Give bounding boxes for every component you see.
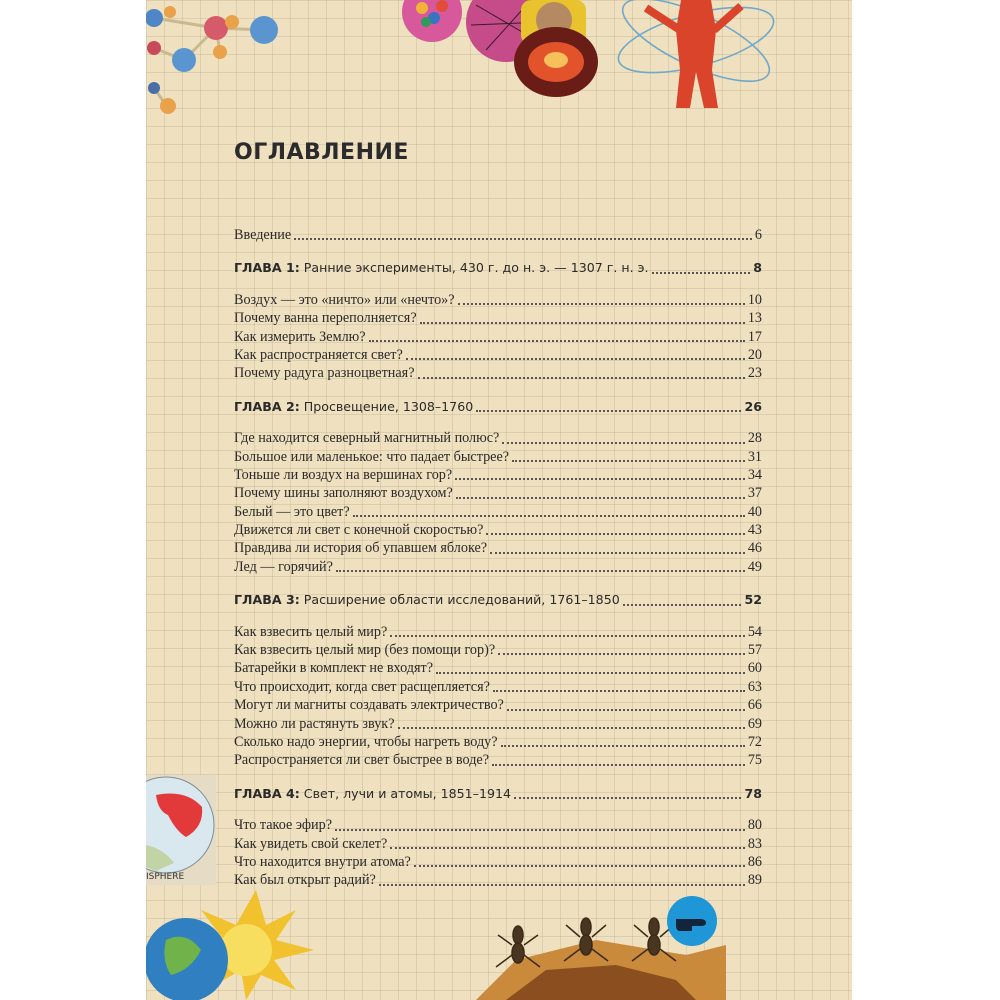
- toc-chapter-4[interactable]: [234, 785, 762, 803]
- toc-entry[interactable]: [234, 835, 762, 853]
- table-of-contents: [234, 226, 762, 890]
- toc-entry-page: 83: [747, 835, 762, 852]
- toc-entry-label: Введение: [234, 227, 292, 243]
- chapter-prefix: ГЛАВА 4:: [234, 785, 300, 801]
- dot-leader: [418, 376, 745, 379]
- toc-entry-page: 78: [744, 785, 762, 801]
- chapter-prefix: ГЛАВА 2:: [234, 398, 300, 414]
- dot-leader: [436, 671, 745, 674]
- dot-leader: [420, 321, 745, 324]
- toc-entry-page: 52: [744, 592, 762, 608]
- toc-heading: ОГЛАВЛЕНИЕ: [234, 140, 409, 165]
- toc-entry[interactable]: [234, 503, 762, 521]
- toc-entry-page: 31: [747, 448, 762, 465]
- dot-leader: [458, 302, 745, 305]
- toc-entry-label: Как взвесить целый мир (без помощи гор)?: [234, 642, 496, 659]
- dot-leader: [486, 532, 744, 535]
- dot-leader: [353, 514, 745, 517]
- chapter-title: Просвещение, 1308–1760: [303, 398, 474, 414]
- pointing-hand-icon: [666, 895, 718, 947]
- toc-entry-page: 13: [747, 310, 762, 327]
- toc-entry-page: 75: [747, 752, 762, 769]
- toc-entry-page: 34: [747, 466, 762, 483]
- chapter-title: Ранние эксперименты, 430 г. до н. э. — 1307 г. н. э.: [303, 260, 649, 276]
- toc-entry-label: Что такое эфир?: [234, 817, 333, 834]
- toc-entry-page: 49: [747, 558, 762, 575]
- dot-leader: [390, 634, 745, 637]
- toc-entry-page: 20: [747, 346, 762, 363]
- dot-leader: [369, 339, 745, 342]
- chapter-prefix: ГЛАВА 3:: [234, 592, 300, 608]
- toc-entry-label: Тоньше ли воздух на вершинах гор?: [234, 466, 453, 483]
- toc-entry-page: 46: [747, 540, 762, 557]
- dot-leader: [623, 603, 742, 606]
- toc-entry-label: Белый — это цвет?: [234, 503, 350, 520]
- dot-leader: [390, 846, 745, 849]
- dot-leader: [514, 796, 741, 799]
- toc-entry-page: 80: [747, 817, 762, 834]
- toc-entry-label: Как увидеть свой скелет?: [234, 835, 388, 852]
- toc-entry[interactable]: [234, 623, 762, 641]
- toc-entry[interactable]: [234, 448, 762, 466]
- toc-entry[interactable]: [234, 466, 762, 484]
- dot-leader: [502, 441, 744, 444]
- dot-leader: [414, 864, 745, 867]
- toc-entry-label: Почему шины заполняют воздухом?: [234, 485, 453, 502]
- dot-leader: [406, 357, 745, 360]
- toc-entry-label: Как распространяется свет?: [234, 346, 403, 363]
- toc-entry-page: 17: [747, 328, 762, 345]
- dot-leader: [501, 744, 745, 747]
- toc-entry[interactable]: [234, 715, 762, 733]
- toc-entry-label: Лед — горячий?: [234, 558, 333, 575]
- toc-entry[interactable]: [234, 641, 762, 659]
- dot-leader: [652, 271, 751, 274]
- dot-leader: [476, 409, 741, 412]
- toc-entry[interactable]: [234, 364, 762, 382]
- toc-entry-page: 28: [747, 430, 762, 447]
- chapter-title: Свет, лучи и атомы, 1851–1914: [303, 785, 512, 801]
- toc-entry-page: 8: [753, 260, 762, 276]
- toc-entry[interactable]: [234, 429, 762, 447]
- toc-entry-page: 72: [747, 733, 762, 750]
- sun-illustration: [146, 880, 316, 1000]
- dot-leader: [512, 459, 745, 462]
- toc-entry-page: 54: [747, 623, 762, 640]
- toc-entry-label: Сколько надо энергии, чтобы нагреть воду?: [234, 733, 498, 750]
- toc-entry-page: 6: [754, 227, 762, 243]
- dot-leader: [507, 708, 745, 711]
- dot-leader: [336, 569, 745, 572]
- toc-entry[interactable]: [234, 539, 762, 557]
- toc-entry[interactable]: [234, 678, 762, 696]
- dot-leader: [398, 726, 745, 729]
- toc-entry-page: 37: [747, 485, 762, 502]
- toc-entry-label: Почему ванна переполняется?: [234, 310, 417, 327]
- toc-entry-intro[interactable]: [234, 226, 762, 244]
- toc-entry[interactable]: [234, 309, 762, 327]
- toc-entry-label: Батарейки в комплект не входят?: [234, 660, 434, 677]
- toc-entry[interactable]: [234, 696, 762, 714]
- book-page: [146, 0, 852, 1000]
- toc-entry-page: 89: [747, 872, 762, 889]
- dot-leader: [498, 652, 745, 655]
- dot-leader: [455, 477, 745, 480]
- toc-entry-page: 23: [747, 365, 762, 382]
- globe-illustration: [146, 775, 226, 895]
- molecule-illustration: [146, 0, 296, 120]
- toc-entry-label: Что происходит, когда свет расщепляется?: [234, 678, 490, 695]
- toc-entry-page: 86: [747, 853, 762, 870]
- dot-leader: [490, 551, 745, 554]
- toc-entry-page: 57: [747, 642, 762, 659]
- toc-entry-label: Как взвесить целый мир?: [234, 623, 388, 640]
- toc-entry-label: Правдива ли история об упавшем яблоке?: [234, 540, 488, 557]
- dot-leader: [492, 763, 745, 766]
- toc-entry-label: Движется ли свет с конечной скоростью?: [234, 522, 484, 539]
- toc-entry[interactable]: [234, 291, 762, 309]
- toc-entry-page: 66: [747, 697, 762, 714]
- toc-chapter-2[interactable]: [234, 398, 762, 416]
- dot-leader: [335, 828, 745, 831]
- toc-entry[interactable]: [234, 484, 762, 502]
- chapter-prefix: ГЛАВА 1:: [234, 260, 300, 276]
- toc-entry-label: Воздух — это «ничто» или «нечто»?: [234, 291, 455, 308]
- toc-entry-page: 26: [744, 398, 762, 414]
- toc-entry[interactable]: [234, 733, 762, 751]
- toc-entry-page: 63: [747, 678, 762, 695]
- toc-chapter-1[interactable]: [234, 259, 762, 277]
- toc-entry[interactable]: [234, 521, 762, 539]
- toc-entry[interactable]: [234, 816, 762, 834]
- toc-entry[interactable]: [234, 853, 762, 871]
- toc-entry-page: 40: [747, 503, 762, 520]
- toc-chapter-3[interactable]: [234, 591, 762, 609]
- toc-entry[interactable]: [234, 558, 762, 576]
- dot-leader: [379, 883, 745, 886]
- dot-leader: [456, 496, 745, 499]
- toc-entry-page: 10: [747, 291, 762, 308]
- toc-entry-label: Где находится северный магнитный полюс?: [234, 430, 500, 447]
- toc-entry-label: Почему радуга разноцветная?: [234, 365, 415, 382]
- toc-entry-label: Могут ли магниты создавать электричество?: [234, 697, 504, 714]
- toc-entry-page: 43: [747, 522, 762, 539]
- toc-entry[interactable]: [234, 346, 762, 364]
- dot-leader: [294, 237, 752, 240]
- toc-entry-label: Можно ли растянуть звук?: [234, 715, 395, 732]
- toc-entry-page: 69: [747, 715, 762, 732]
- toc-entry[interactable]: [234, 328, 762, 346]
- toc-entry-label: Распространяется ли свет быстрее в воде?: [234, 752, 490, 769]
- chapter-title: Расширение области исследований, 1761–1850: [303, 592, 620, 608]
- toc-entry-page: 60: [747, 660, 762, 677]
- toc-entry[interactable]: [234, 659, 762, 677]
- atom-collage-illustration: [396, 0, 776, 115]
- toc-entry-label: Большое или маленькое: что падает быстрее?: [234, 448, 510, 465]
- toc-entry-label: Как был открыт радий?: [234, 872, 376, 889]
- toc-entry-label: Как измерить Землю?: [234, 328, 366, 345]
- toc-entry[interactable]: [234, 751, 762, 769]
- dot-leader: [493, 689, 745, 692]
- globe-label: ISPHERE: [146, 872, 185, 882]
- toc-entry-label: Что находится внутри атома?: [234, 853, 411, 870]
